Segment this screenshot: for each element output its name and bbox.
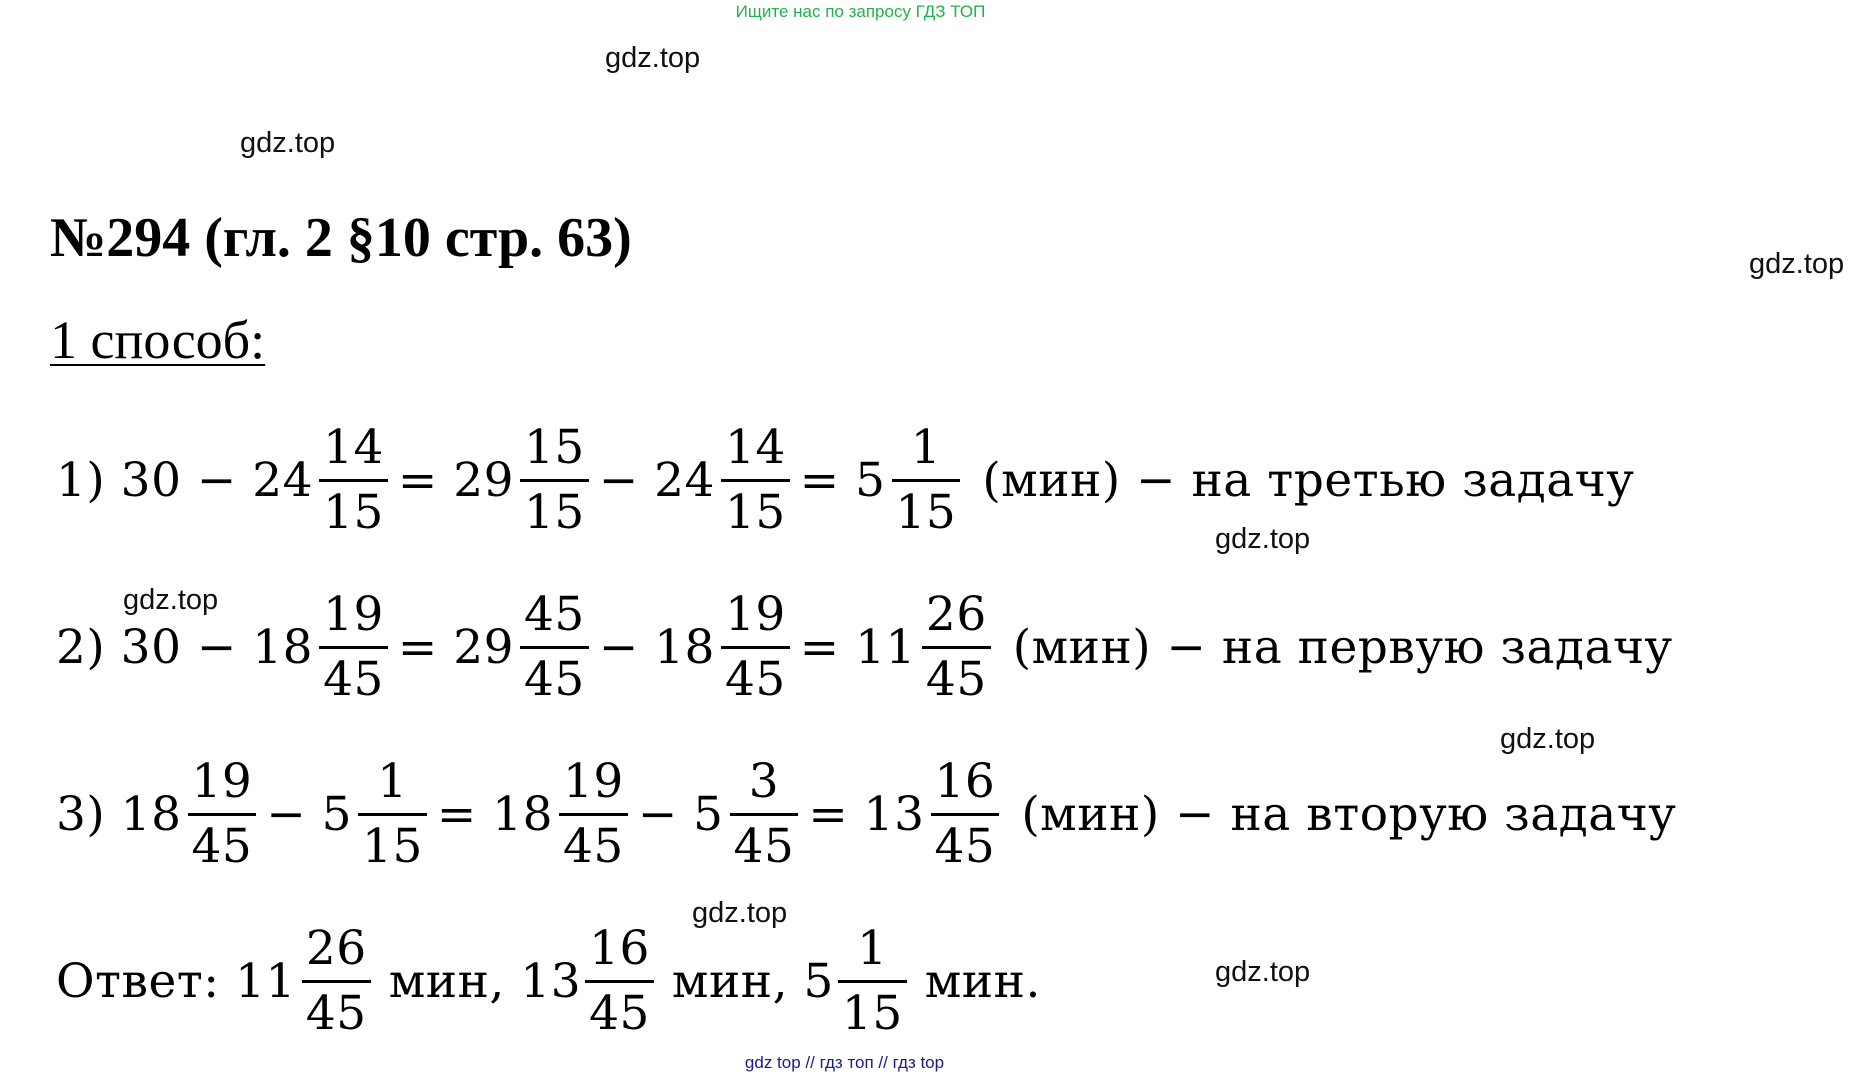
numerator: 15 <box>524 419 585 475</box>
expression-text: = 5 <box>799 452 886 508</box>
fraction <box>358 751 427 878</box>
step-2-suffix: (мин) − на первую задачу <box>1012 619 1673 675</box>
numerator: 19 <box>191 753 253 809</box>
watermark: gdz.top <box>1215 523 1311 555</box>
watermark: gdz.top <box>1749 248 1845 280</box>
numerator: 1 <box>857 920 888 976</box>
numerator: 16 <box>934 753 996 809</box>
expression-text: = 13 <box>808 786 925 842</box>
watermark: gdz.top <box>240 127 336 159</box>
denominator: 45 <box>925 651 987 707</box>
numerator: 3 <box>748 753 780 809</box>
denominator: 45 <box>323 651 384 707</box>
denominator: 45 <box>589 985 650 1041</box>
solution-step-2 <box>50 562 1673 732</box>
expression-text: = 11 <box>799 619 916 675</box>
step-1-prefix: 1) 30 − 24 <box>56 452 314 508</box>
fraction <box>319 584 388 711</box>
expression-text: − 18 <box>598 619 715 675</box>
numerator: 14 <box>724 419 786 475</box>
denominator: 15 <box>841 985 903 1041</box>
expression-text: мин, 5 <box>671 953 834 1009</box>
numerator: 1 <box>377 753 408 809</box>
fraction <box>721 584 790 711</box>
fraction <box>931 751 1000 878</box>
expression-text: мин, 13 <box>388 953 582 1009</box>
fraction <box>319 417 388 544</box>
search-banner <box>0 2 1857 22</box>
watermark: gdz.top <box>123 584 219 616</box>
expression-text: = 29 <box>397 452 515 508</box>
step-1-suffix: (мин) − на третью задачу <box>982 452 1635 508</box>
watermark: gdz.top <box>605 42 701 74</box>
denominator: 45 <box>724 651 786 707</box>
numerator: 26 <box>305 920 367 976</box>
fraction <box>838 918 907 1045</box>
denominator: 45 <box>191 818 253 874</box>
search-banner-text: Ищите нас по запросу ГДЗ ТОП <box>735 2 986 21</box>
fraction <box>302 918 371 1045</box>
watermark: gdz.top <box>1215 956 1311 988</box>
fraction <box>520 584 589 711</box>
answer-suffix: мин. <box>924 953 1041 1009</box>
step-3-suffix: (мин) − на вторую задачу <box>1021 786 1677 842</box>
fraction <box>188 751 257 878</box>
answer-line <box>50 896 1041 1066</box>
denominator: 45 <box>934 818 996 874</box>
numerator: 45 <box>524 586 585 642</box>
denominator: 15 <box>524 484 585 540</box>
fraction <box>892 417 961 544</box>
solution-step-3 <box>50 729 1676 899</box>
fraction <box>922 584 991 711</box>
expression-text: − 5 <box>266 786 353 842</box>
numerator: 14 <box>323 419 384 475</box>
footer-links <box>0 1053 1857 1073</box>
numerator: 16 <box>589 920 650 976</box>
solution-step-1 <box>50 395 1634 565</box>
watermark: gdz.top <box>692 897 788 929</box>
denominator: 45 <box>524 651 585 707</box>
expression-text: − 5 <box>637 786 724 842</box>
numerator: 19 <box>724 586 786 642</box>
numerator: 26 <box>925 586 987 642</box>
denominator: 45 <box>563 818 624 874</box>
step-3-prefix: 3) 18 <box>56 786 182 842</box>
watermark: gdz.top <box>1500 723 1596 755</box>
fraction <box>559 751 628 878</box>
numerator: 1 <box>910 419 942 475</box>
denominator: 15 <box>724 484 786 540</box>
method-label: 1 способ: <box>50 310 266 370</box>
denominator: 15 <box>323 484 384 540</box>
numerator: 19 <box>563 753 624 809</box>
exercise-heading: №294 (гл. 2 §10 стр. 63) <box>50 207 632 269</box>
denominator: 15 <box>362 818 423 874</box>
expression-text: − 24 <box>598 452 715 508</box>
fraction <box>520 417 589 544</box>
answer-prefix: Ответ: 11 <box>56 953 296 1009</box>
denominator: 15 <box>895 484 957 540</box>
footer-text: gdz top // гдз топ // гдз top <box>744 1053 945 1072</box>
expression-text: = 29 <box>397 619 515 675</box>
expression-text: = 18 <box>436 786 553 842</box>
step-2-prefix: 2) 30 − 18 <box>56 619 314 675</box>
fraction <box>585 918 654 1045</box>
fraction <box>730 751 799 878</box>
denominator: 45 <box>733 818 795 874</box>
numerator: 19 <box>323 586 384 642</box>
fraction <box>721 417 790 544</box>
denominator: 45 <box>305 985 367 1041</box>
